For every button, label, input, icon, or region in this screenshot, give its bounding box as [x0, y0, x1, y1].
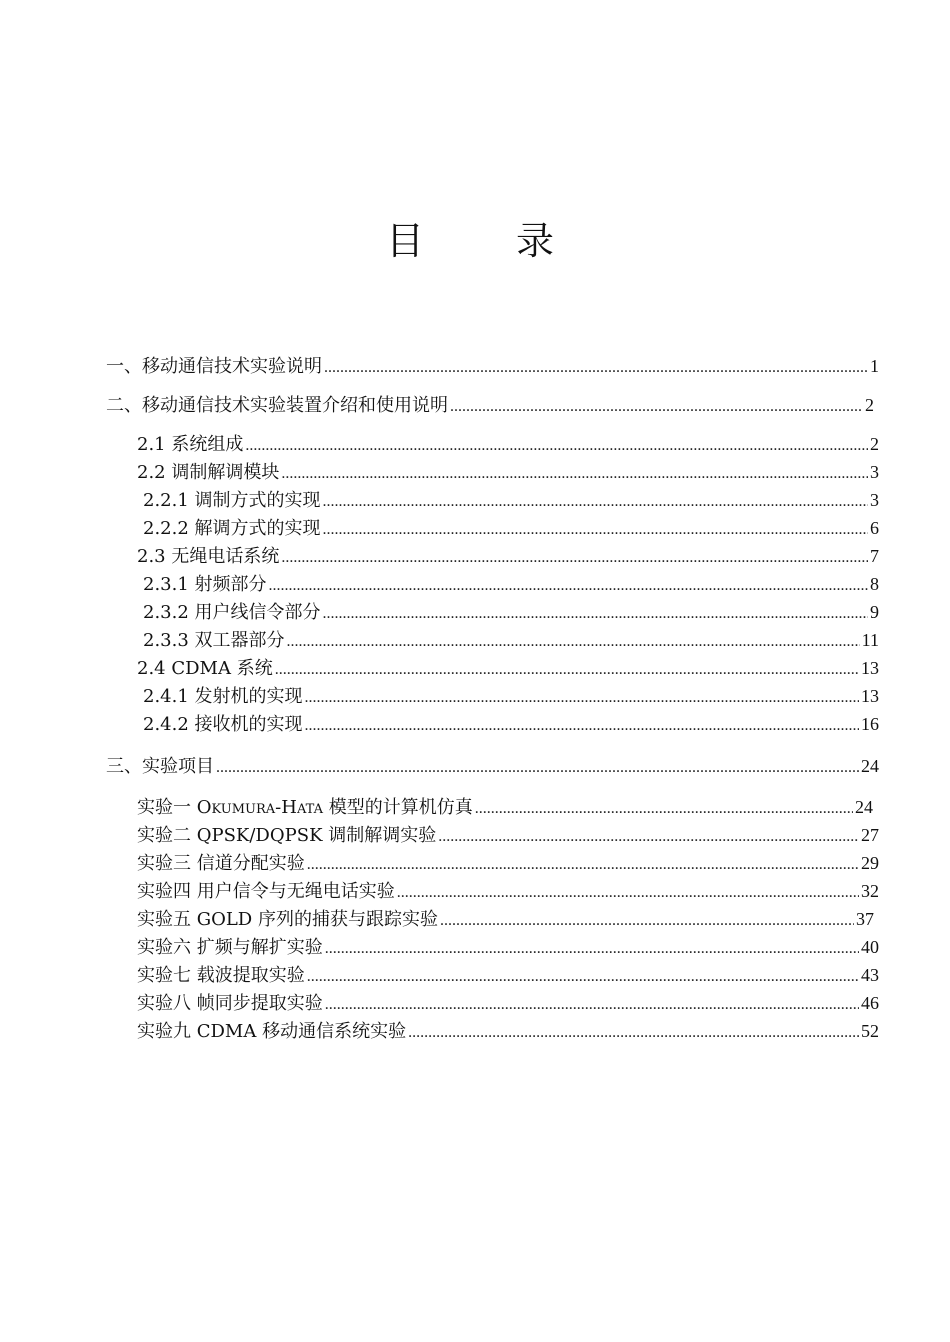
leader-dots — [323, 490, 868, 514]
toc-page-number: 3 — [870, 490, 879, 510]
leader-dots — [397, 881, 859, 905]
toc-entry[interactable] — [106, 393, 874, 419]
toc-entry[interactable] — [137, 879, 879, 905]
leader-dots — [475, 797, 853, 821]
toc-label: 一、移动通信技术实验说明 — [106, 356, 322, 377]
toc-page-number: 3 — [870, 462, 879, 482]
toc-page-number: 37 — [856, 909, 874, 929]
toc-page-number: 13 — [861, 658, 879, 678]
toc-page-number: 11 — [861, 630, 879, 650]
toc-label: 实验六 扩频与解扩实验 — [137, 937, 323, 958]
toc-page-number: 7 — [870, 546, 879, 566]
leader-dots — [269, 574, 868, 598]
toc-page-number: 2 — [865, 395, 874, 415]
toc-entry[interactable] — [143, 572, 879, 598]
toc-entry[interactable] — [143, 684, 879, 710]
leader-dots — [305, 686, 859, 710]
toc-page-number: 9 — [870, 602, 879, 622]
toc-page-number: 32 — [861, 881, 879, 901]
toc-label-suffix: 模型的计算机仿真 — [322, 797, 473, 818]
toc-entry[interactable] — [137, 460, 879, 486]
leader-dots — [245, 434, 868, 458]
leader-dots — [450, 395, 863, 419]
toc-label: 2.4.2 接收机的实现 — [143, 714, 303, 735]
toc-label: 实验五 GOLD 序列的捕获与跟踪实验 — [137, 909, 438, 930]
toc-label-ata: ATA — [296, 802, 323, 817]
leader-dots — [305, 714, 859, 738]
toc-entry[interactable] — [143, 600, 879, 626]
toc-page-number: 8 — [870, 574, 879, 594]
toc-label: 实验九 CDMA 移动通信系统实验 — [137, 1021, 407, 1042]
leader-dots — [323, 602, 868, 626]
leader-dots — [287, 630, 860, 654]
toc-label: 2.1 系统组成 — [137, 434, 244, 455]
toc-entry[interactable] — [137, 656, 879, 682]
toc-page-number: 43 — [861, 965, 879, 985]
toc-entry[interactable] — [106, 354, 879, 380]
toc-page-number: 16 — [861, 714, 879, 734]
toc-label — [137, 796, 473, 822]
toc-label-prefix: 实验一 — [137, 797, 197, 818]
leader-dots — [281, 546, 868, 570]
toc-page-number: 2 — [870, 434, 879, 454]
toc-page-number: 6 — [870, 518, 879, 538]
leader-dots — [323, 518, 868, 542]
leader-dots — [440, 909, 854, 933]
toc-entry[interactable] — [137, 991, 879, 1017]
toc-entry[interactable] — [137, 795, 873, 822]
toc-entry[interactable] — [137, 823, 879, 849]
toc-entry[interactable] — [137, 907, 874, 933]
toc-entry[interactable] — [137, 851, 879, 877]
toc-label: 2.2.2 解调方式的实现 — [143, 518, 321, 539]
toc-label: 实验四 用户信令与无绳电话实验 — [137, 881, 395, 902]
leader-dots — [275, 658, 859, 682]
leader-dots — [307, 965, 859, 989]
toc-page-number: 24 — [855, 797, 873, 817]
toc-label: 二、移动通信技术实验装置介绍和使用说明 — [106, 395, 448, 416]
toc-label: 2.3.3 双工器部分 — [143, 630, 285, 651]
toc-label: 实验二 QPSK/DQPSK 调制解调实验 — [137, 825, 437, 846]
toc-label: 2.3.1 射频部分 — [143, 574, 267, 595]
toc-label: 实验三 信道分配实验 — [137, 853, 305, 874]
toc-entry[interactable] — [137, 432, 879, 458]
toc-label: 2.3 无绳电话系统 — [137, 546, 280, 567]
toc-label: 实验八 帧同步提取实验 — [137, 993, 323, 1014]
toc-page-number: 40 — [861, 937, 879, 957]
toc-entry[interactable] — [143, 712, 879, 738]
toc-page-number: 29 — [861, 853, 879, 873]
leader-dots — [216, 756, 859, 780]
leader-dots — [324, 356, 868, 380]
toc-page-number: 27 — [861, 825, 879, 845]
leader-dots — [281, 462, 868, 486]
toc-entry[interactable] — [137, 963, 879, 989]
toc-page-number: 1 — [870, 356, 879, 376]
leader-dots — [325, 993, 859, 1017]
toc-page-number: 46 — [861, 993, 879, 1013]
toc-entry[interactable] — [143, 516, 879, 542]
toc-label-o: O — [196, 797, 212, 818]
toc-label: 2.4 CDMA 系统 — [137, 658, 273, 679]
toc-entry[interactable] — [143, 488, 879, 514]
toc-page-number: 24 — [861, 756, 879, 776]
toc-label: 实验七 载波提取实验 — [137, 965, 305, 986]
leader-dots — [438, 825, 859, 849]
toc-label: 2.2 调制解调模块 — [137, 462, 280, 483]
toc-entry[interactable] — [137, 1019, 879, 1045]
toc-entry[interactable] — [137, 935, 879, 961]
leader-dots — [408, 1021, 859, 1045]
toc-entry[interactable] — [106, 754, 879, 780]
toc-label: 2.3.2 用户线信令部分 — [143, 602, 321, 623]
toc-label-dash-h: -H — [275, 797, 297, 818]
leader-dots — [325, 937, 859, 961]
toc-label: 2.2.1 调制方式的实现 — [143, 490, 321, 511]
page-title: 目 录 — [385, 219, 595, 263]
toc-label: 三、实验项目 — [106, 756, 214, 777]
toc-entry[interactable] — [143, 628, 879, 654]
toc-page-number: 52 — [861, 1021, 879, 1041]
leader-dots — [307, 853, 859, 877]
toc-label: 2.4.1 发射机的实现 — [143, 686, 303, 707]
toc-entry[interactable] — [137, 544, 879, 570]
toc-page-number: 13 — [861, 686, 879, 706]
toc-label-kumura: KUMURA — [211, 802, 276, 817]
